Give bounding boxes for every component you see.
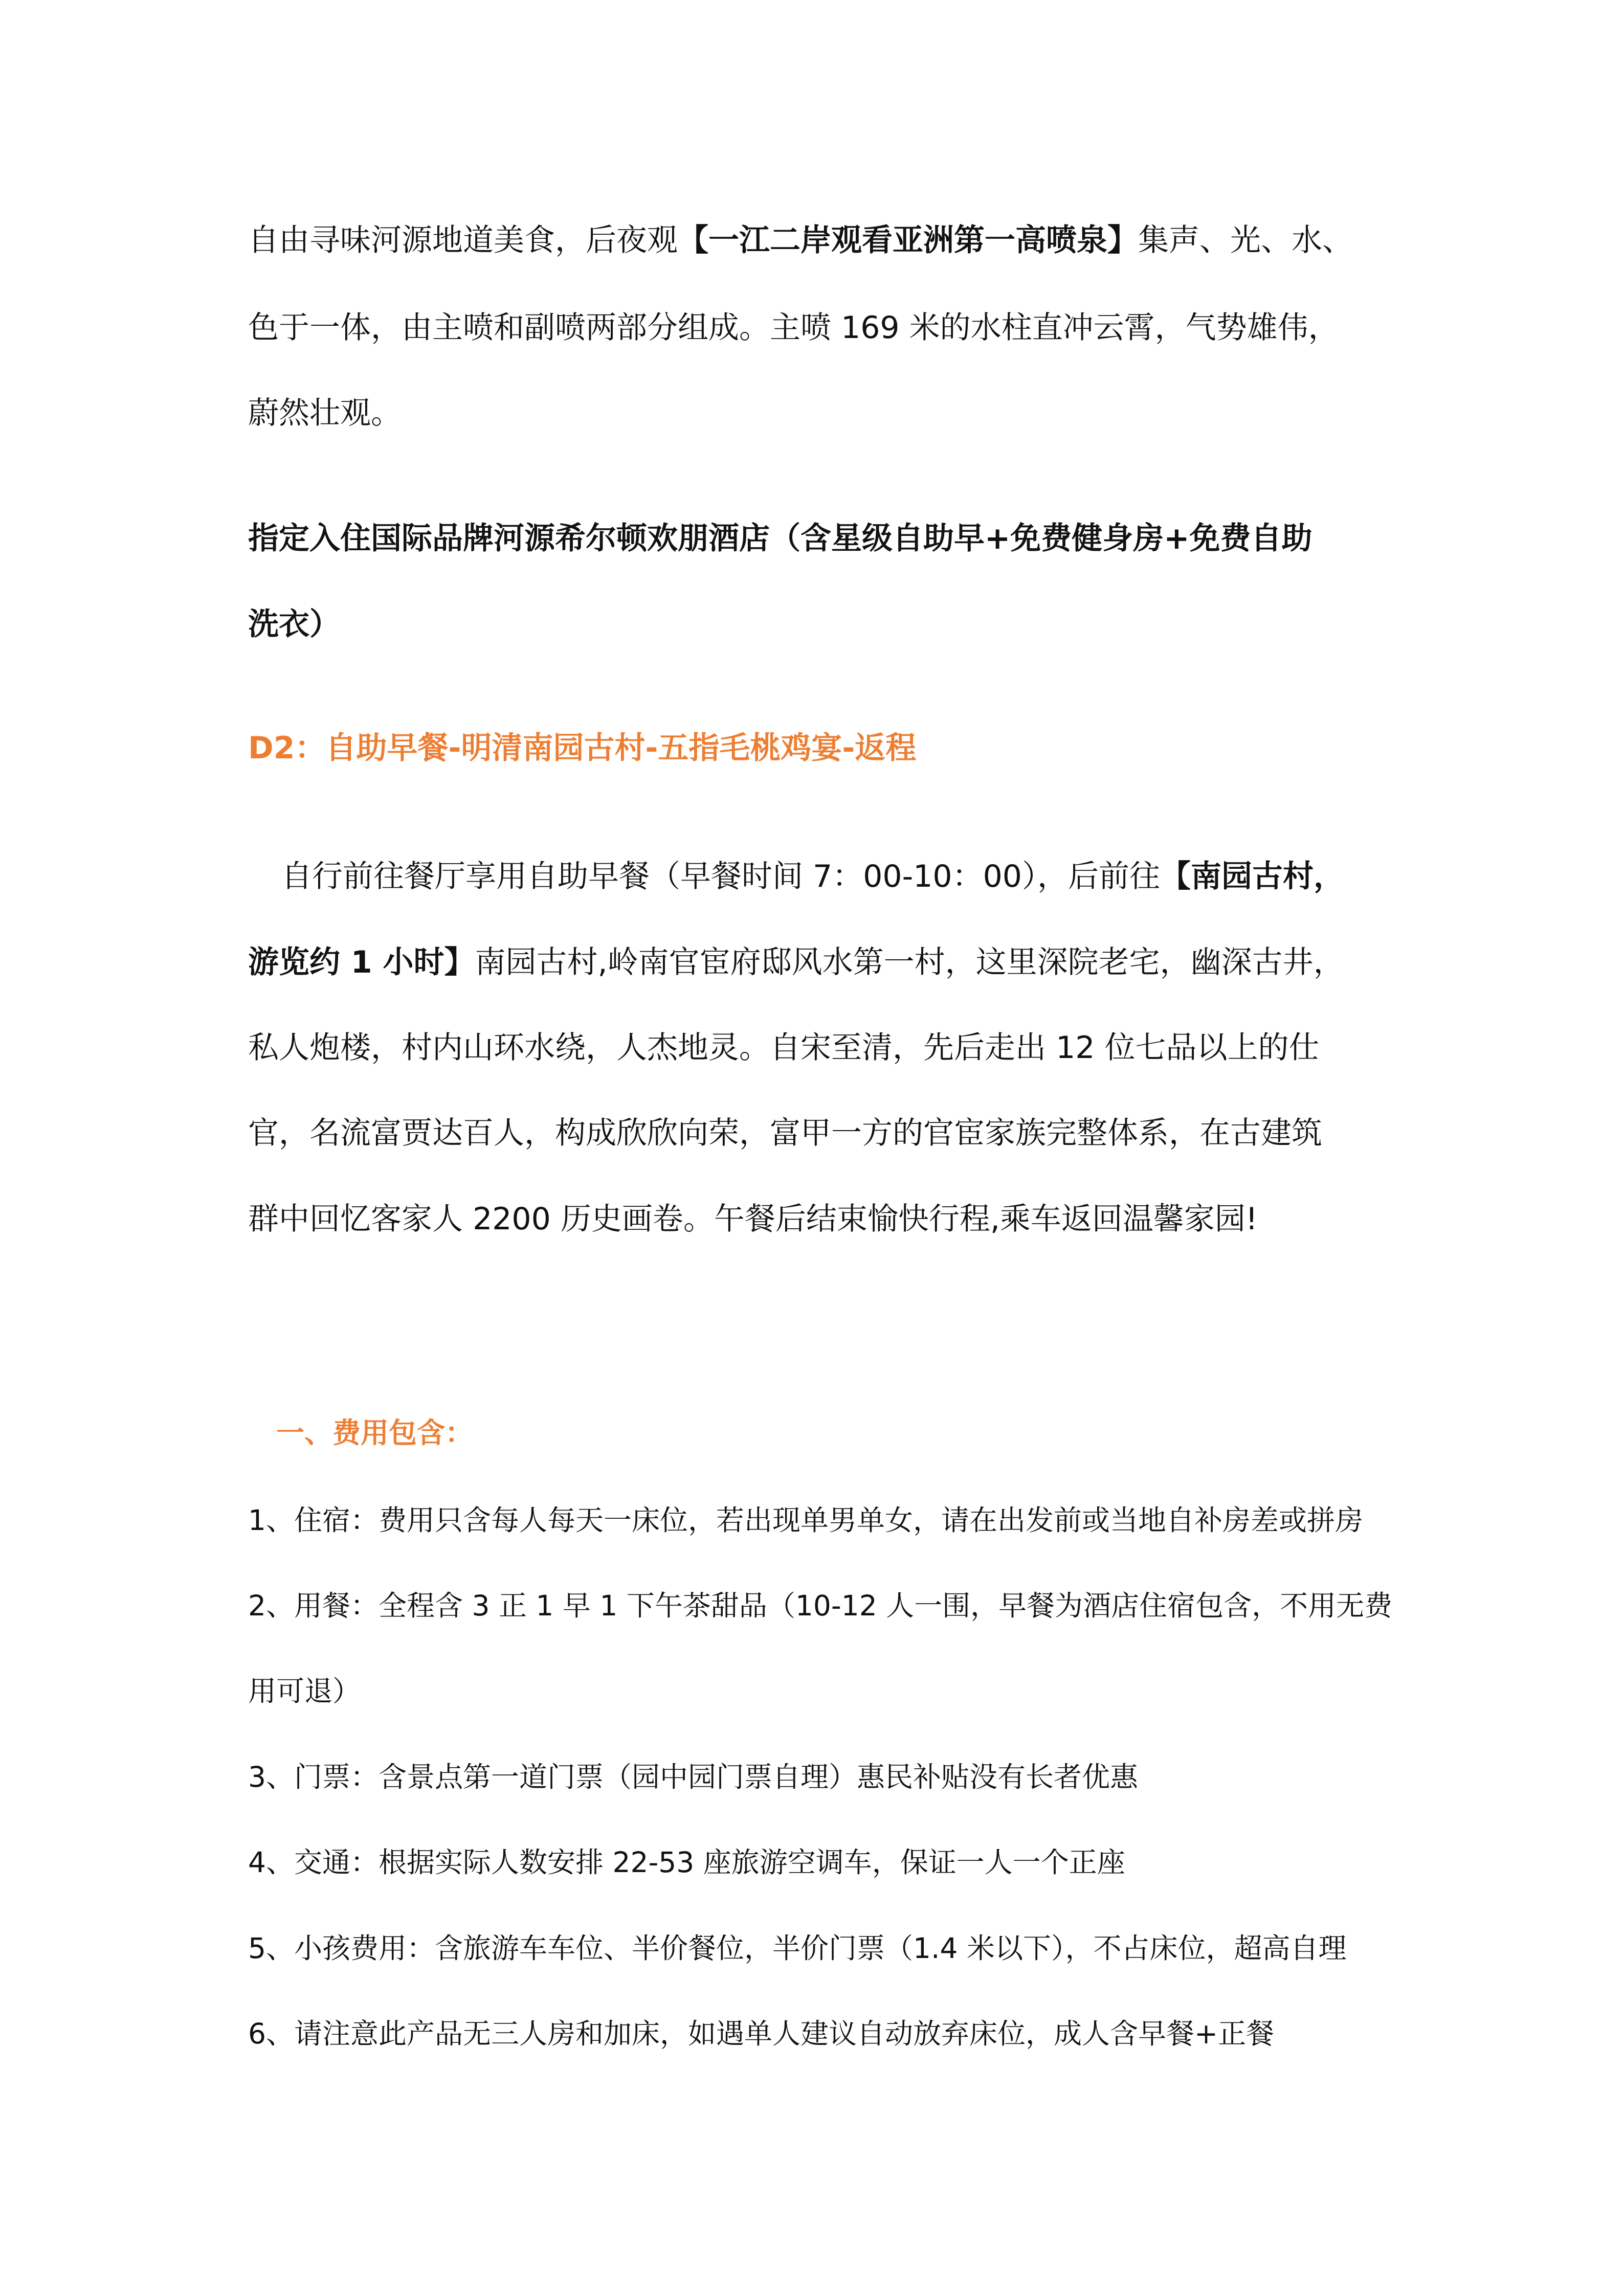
bold-highlight: 游览约 1 小时】 xyxy=(248,944,475,980)
text-line: 色于一体，由主喷和副喷两部分组成。主喷 169 米的水柱直冲云霄，气势雄伟， xyxy=(248,310,1339,346)
text-line: 群中回忆客家人 2200 历史画卷。午餐后结束愉快行程,乘车返回温馨家园! xyxy=(248,1201,1258,1237)
fees-heading: 一、费用包含： xyxy=(276,1416,474,1449)
text-line: 官，名流富贾达百人，构成欣欣向荣，富甲一方的官宦家族完整体系，在古建筑 xyxy=(248,1115,1322,1151)
list-item: 1、住宿：费用只含每人每天一床位，若出现单男单女，请在出发前或当地自补房差或拼房 xyxy=(248,1504,1363,1537)
text-line xyxy=(248,220,1353,261)
list-item: 4、交通：根据实际人数安排 22-53 座旅游空调车，保证一人一个正座 xyxy=(248,1846,1125,1879)
list-item: 用可退） xyxy=(248,1675,361,1707)
list-item: 5、小孩费用：含旅游车车位、半价餐位，半价门票（1.4 米以下），不占床位，超高自理 xyxy=(248,1932,1347,1965)
text-line xyxy=(248,942,1344,983)
hotel-line: 洗衣） xyxy=(248,606,340,642)
text-run: 南园古村,岭南官宦府邸风水第一村，这里深院老宅，幽深古井， xyxy=(475,944,1344,980)
list-item: 2、用餐：全程含 3 正 1 早 1 下午茶甜品（10-12 人一围，早餐为酒店住宿包含，不用无费 xyxy=(248,1589,1393,1622)
text-line: 蔚然壮观。 xyxy=(248,395,402,431)
bold-highlight: 【一江二岸观看亚洲第一高喷泉】 xyxy=(678,222,1138,258)
list-item: 3、门票：含景点第一道门票（园中园门票自理）惠民补贴没有长者优惠 xyxy=(248,1761,1138,1793)
text-run: 集声、光、水、 xyxy=(1138,222,1353,258)
list-item: 6、请注意此产品无三人房和加床，如遇单人建议自动放弃床位，成人含早餐+正餐 xyxy=(248,2017,1275,2050)
hotel-line: 指定入住国际品牌河源希尔顿欢朋酒店（含星级自助早+免费健身房+免费自助 xyxy=(248,521,1312,556)
text-run: 自行前往餐厅享用自助早餐（早餐时间 7：00-10：00），后前往 xyxy=(281,859,1160,894)
text-line xyxy=(281,856,1344,897)
day2-heading: D2：自助早餐-明清南园古村-五指毛桃鸡宴-返程 xyxy=(248,730,917,766)
text-run: 自由寻味河源地道美食，后夜观 xyxy=(248,222,678,258)
text-line: 私人炮楼，村内山环水绕，人杰地灵。自宋至清，先后走出 12 位七品以上的仕 xyxy=(248,1030,1320,1066)
bold-highlight: 【南园古村， xyxy=(1160,859,1344,894)
